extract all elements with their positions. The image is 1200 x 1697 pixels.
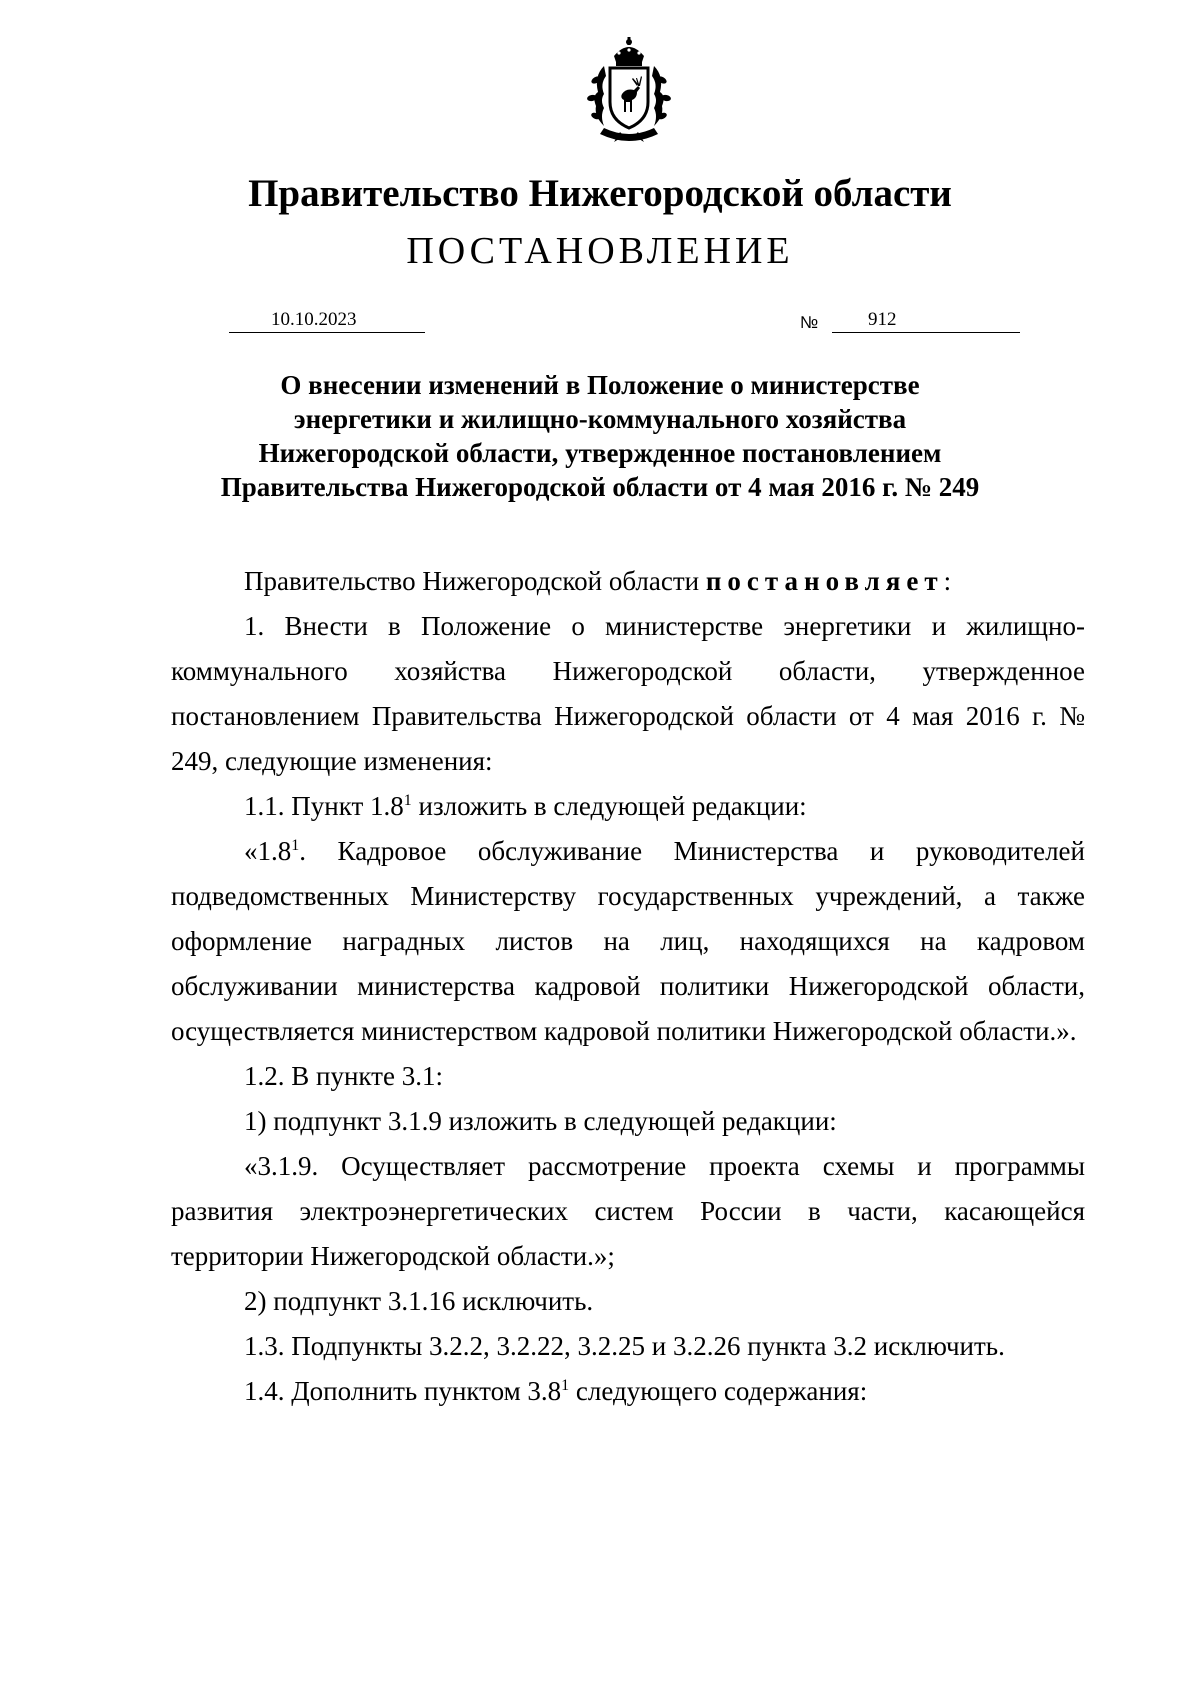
heading-line: Нижегородской области, утвержденное постановлением <box>258 438 942 468</box>
item-1-3: 1.3. Подпункты 3.2.2, 3.2.22, 3.2.25 и 3.2.26 пункта 3.2 исключить. <box>244 1331 1005 1361</box>
nizhny-novgorod-coat-of-arms-icon <box>574 36 684 146</box>
quote-1-8 <box>171 829 1085 1054</box>
item-1-1 <box>171 784 1085 829</box>
item-1-4 <box>171 1369 1085 1414</box>
subitem-1: 1) подпункт 3.1.9 изложить в следующей редакции: <box>244 1106 837 1136</box>
heading-line: энергетики и жилищно-коммунального хозяйства <box>293 404 907 434</box>
number-field <box>832 310 1020 333</box>
crown-icon <box>614 37 644 66</box>
date-field <box>229 310 425 333</box>
quote-3-1-9: «3.1.9. Осуществляет рассмотрение проекта схемы и программы развития электроэнергетических систем России в части, касающейся территории Нижегородской области.»; <box>171 1151 1085 1271</box>
document-date: 10.10.2023 <box>271 309 357 330</box>
item-1-1-text-end: изложить в следующей редакции: <box>411 791 807 821</box>
superscript: 1 <box>561 1377 570 1394</box>
item-1-1-text: 1.1. Пункт 1.8 <box>244 791 404 821</box>
subitem-2: 2) подпункт 3.1.16 исключить. <box>244 1286 594 1316</box>
document-number: 912 <box>868 309 897 330</box>
quote-start: «1.8 <box>244 836 292 866</box>
intro-end: : <box>943 566 952 596</box>
item-1-2: 1.2. В пункте 3.1: <box>244 1061 443 1091</box>
document-type: ПОСТАНОВЛЕНИЕ <box>406 230 794 272</box>
quote-text: . Кадровое обслуживание Министерства и руководителей подведомственных Министерству государственных учреждений, а также оформление наградных листов на лиц, находящихся на кадровом обслуживании министерства кадровой политики Нижегородской области, осуществляется министерством кадровой политики Нижегородской области.». <box>171 836 1085 1046</box>
heading-line: О внесении изменений в Положение о министерстве <box>280 370 920 400</box>
number-sign: № <box>800 313 819 332</box>
superscript: 1 <box>403 792 412 809</box>
item-1-4-text-end: следующего содержания: <box>569 1376 868 1406</box>
intro-text: Правительство Нижегородской области <box>244 566 700 596</box>
document-heading <box>0 368 1200 504</box>
item-1: 1. Внести в Положение о министерстве энергетики и жилищно-коммунального хозяйства Нижегородской области, утвержденное постановлением Правительства Нижегородской области от 4 мая 2016 г. № 249, следующие изменения: <box>171 611 1085 776</box>
item-1-4-text: 1.4. Дополнить пунктом 3.8 <box>244 1376 562 1406</box>
superscript: 1 <box>291 837 300 854</box>
intro-paragraph <box>171 559 1085 604</box>
government-name: Правительство Нижегородской области <box>248 172 952 215</box>
decree-verb: постановляет <box>705 566 944 596</box>
heading-line: Правительства Нижегородской области от 4 мая 2016 г. № 249 <box>220 472 980 502</box>
document-body <box>171 559 1085 1414</box>
